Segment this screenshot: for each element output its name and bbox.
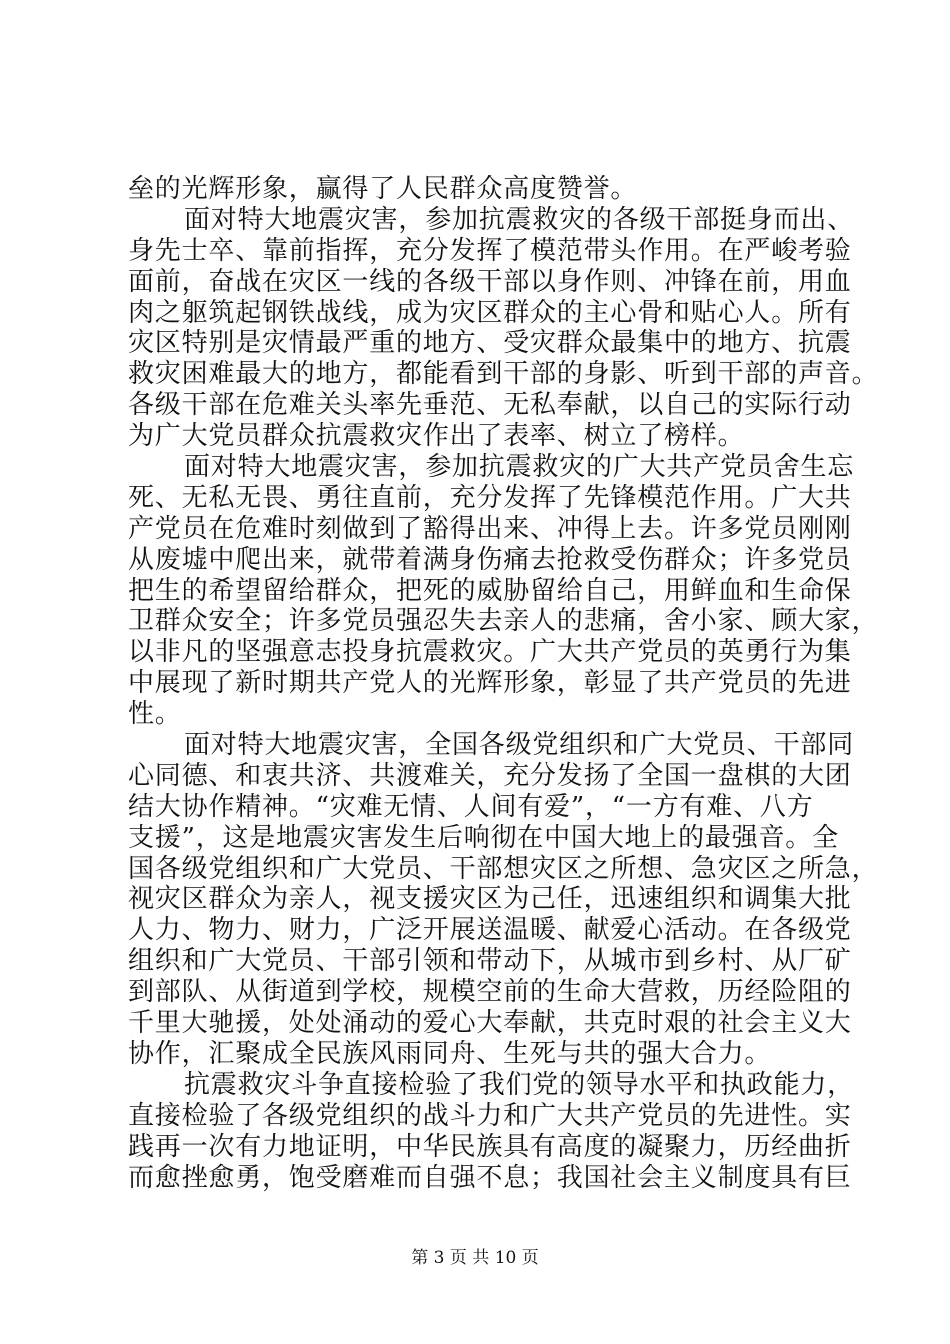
text-line: 抗震救灾斗争直接检验了我们党的领导水平和执政能力， (184, 1069, 855, 1100)
text-line: 性。 (128, 699, 182, 730)
text-line: 死、无私无畏、勇往直前，充分发挥了先锋模范作用。广大共 (128, 482, 852, 513)
body-text (128, 174, 879, 1193)
text-line: 中展现了新时期共产党人的光辉形象，彰显了共产党员的先进 (128, 668, 852, 699)
text-line: 面对特大地震灾害，全国各级党组织和广大党员、干部同 (184, 730, 855, 761)
text-line: 而愈挫愈勇，饱受磨难而自强不息；我国社会主义制度具有巨 (128, 1162, 852, 1193)
text-line: 以非凡的坚强意志投身抗震救灾。广大共产党员的英勇行为集 (128, 637, 852, 668)
text-line: 组织和广大党员、干部引领和带动下，从城市到乡村、从厂矿 (128, 946, 852, 977)
text-line: 协作，汇聚成全民族风雨同舟、生死与共的强大合力。 (128, 1038, 772, 1069)
text-line: 从废墟中爬出来，就带着满身伤痛去抢救受伤群众；许多党员 (128, 544, 852, 575)
text-line: 支援”，这是地震灾害发生后响彻在中国大地上的最强音。全 (128, 822, 839, 853)
text-line: 把生的希望留给群众，把死的威胁留给自己，用鲜血和生命保 (128, 575, 852, 606)
text-line: 身先士卒、靠前指挥，充分发挥了模范带头作用。在严峻考验 (128, 235, 852, 266)
text-line: 千里大驰援，处处涌动的爱心大奉献，共克时艰的社会主义大 (128, 1008, 852, 1039)
text-line: 人力、物力、财力，广泛开展送温暖、献爱心活动。在各级党 (128, 915, 852, 946)
text-line: 直接检验了各级党组织的战斗力和广大共产党员的先进性。实 (128, 1100, 852, 1131)
text-line: 垒的光辉形象，赢得了人民群众高度赞誉。 (128, 174, 638, 204)
text-line: 到部队、从街道到学校，规模空前的生命大营救，历经险阻的 (128, 977, 852, 1008)
text-line: 救灾困难最大的地方，都能看到干部的身影、听到干部的声音。 (128, 359, 879, 390)
text-line: 国各级党组织和广大党员、干部想灾区之所想、急灾区之所急， (128, 853, 879, 884)
text-line: 肉之躯筑起钢铁战线，成为灾区群众的主心骨和贴心人。所有 (128, 297, 852, 328)
text-line: 视灾区群众为亲人，视支援灾区为己任，迅速组织和调集大批 (128, 884, 852, 915)
page-footer: 第 3 页 共 10 页 (411, 1248, 539, 1268)
text-line: 卫群众安全；许多党员强忍失去亲人的悲痛，舍小家、顾大家， (128, 606, 879, 637)
text-line: 灾区特别是灾情最严重的地方、受灾群众最集中的地方、抗震 (128, 328, 852, 359)
text-line: 心同德、和衷共济、共渡难关，充分发扬了全国一盘棋的大团 (128, 760, 852, 791)
text-line: 面前，奋战在灾区一线的各级干部以身作则、冲锋在前，用血 (128, 266, 852, 297)
text-line: 各级干部在危难关头率先垂范、无私奉献，以自己的实际行动 (128, 390, 852, 421)
text-line: 结大协作精神。“灾难无情、人间有爱”，“一方有难、八方 (128, 791, 814, 822)
text-line: 产党员在危难时刻做到了豁得出来、冲得上去。许多党员刚刚 (128, 513, 852, 544)
text-line: 为广大党员群众抗震救灾作出了表率、树立了榜样。 (128, 421, 745, 452)
text-line: 面对特大地震灾害，参加抗震救灾的各级干部挺身而出、 (184, 204, 855, 235)
text-line: 面对特大地震灾害，参加抗震救灾的广大共产党员舍生忘 (184, 452, 855, 483)
text-line: 践再一次有力地证明，中华民族具有高度的凝聚力，历经曲折 (128, 1131, 852, 1162)
